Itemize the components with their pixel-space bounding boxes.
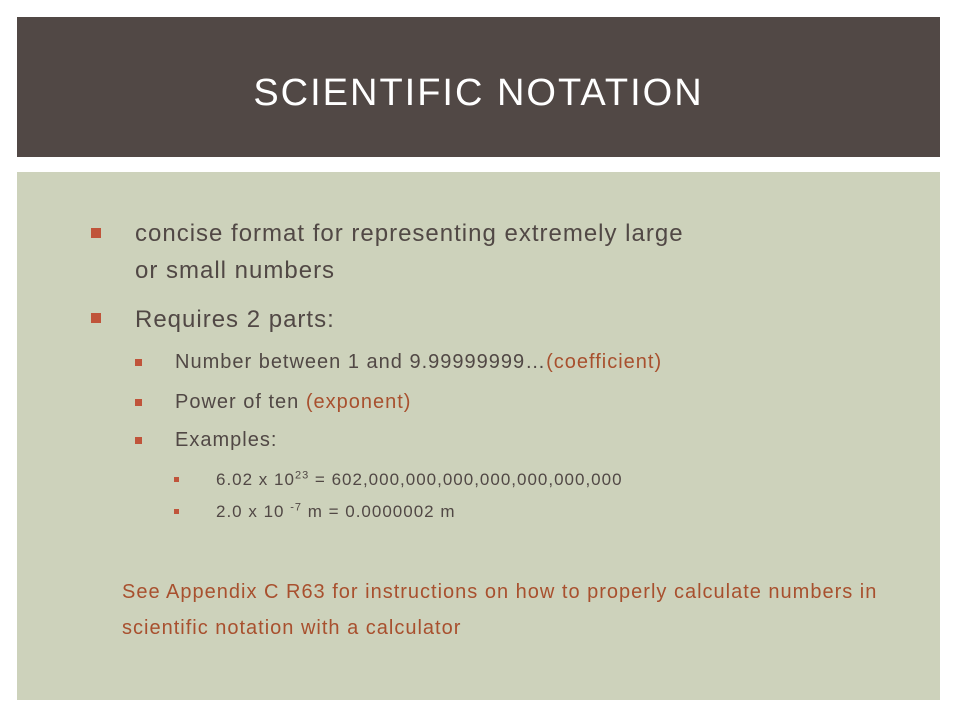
title-bar (17, 17, 940, 157)
example-rest: = 602,000,000,000,000,000,000,000 (309, 470, 623, 489)
bullet-text-line: or small numbers (135, 257, 336, 284)
example-exponent: 23 (294, 469, 310, 482)
square-bullet-icon (135, 399, 142, 406)
exponent-label: (exponent) (305, 391, 412, 413)
bullet-text-line: concise format for representing extremely large (135, 220, 684, 247)
example-exponent: -7 (290, 501, 302, 514)
sub-bullet-main: Number between 1 and 9.99999999… (175, 351, 547, 373)
content-panel (17, 172, 940, 700)
bullet-text: Requires 2 parts: (135, 306, 335, 333)
appendix-note: See Appendix C R63 for instructions on how to properly calculate numbers in scientific notation with a calculator (122, 581, 878, 639)
square-bullet-icon (91, 228, 101, 238)
square-bullet-icon (174, 477, 179, 482)
sub-bullet-main: Power of ten (175, 391, 306, 413)
example-text (216, 469, 623, 491)
square-bullet-icon (174, 509, 179, 514)
sub-bullet-text (175, 349, 662, 375)
example-base: 2.0 x 10 (216, 502, 291, 521)
sub-bullet-text: Examples: (175, 429, 278, 451)
example-text (216, 501, 456, 523)
square-bullet-icon (91, 313, 101, 323)
example-rest: m = 0.0000002 m (302, 502, 456, 521)
sub-bullet-text (175, 389, 411, 415)
square-bullet-icon (135, 359, 142, 366)
coefficient-label: (coefficient) (546, 351, 663, 373)
example-base: 6.02 x 10 (216, 470, 295, 489)
slide-title: SCIENTIFIC NOTATION (253, 72, 704, 114)
square-bullet-icon (135, 437, 142, 444)
